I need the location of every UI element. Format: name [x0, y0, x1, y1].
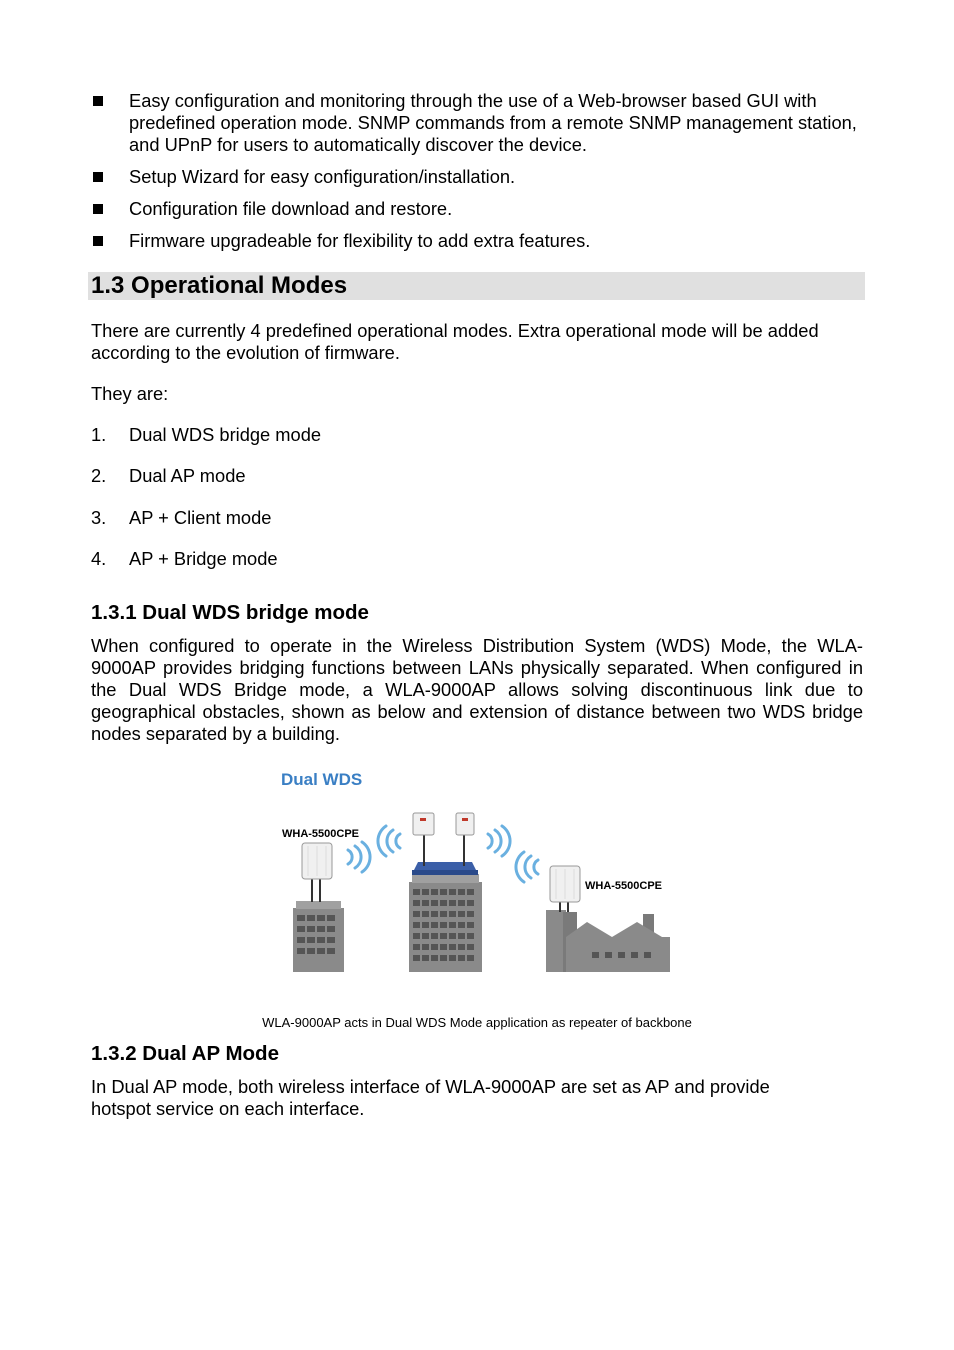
square-bullet-icon	[93, 204, 103, 214]
dual-wds-description: When configured to operate in the Wireless Distribution System (WDS) Mode, the WLA-9000AP provides bridging functions between LANs physically separated. When configured in the Dual WDS Bridge mode, a WLA-9000AP allows solving discontinuous link due to geographical obstacles, shown as below and extension of distance between two WDS bridge nodes separated by a building.	[91, 635, 863, 744]
feature-item	[92, 230, 872, 252]
feature-text: Firmware upgradeable for flexibility to add extra features.	[129, 230, 591, 251]
feature-list	[92, 90, 872, 262]
feature-text: Setup Wizard for easy configuration/installation.	[129, 166, 516, 187]
subsection-heading-dual-wds: 1.3.1 Dual WDS bridge mode	[91, 601, 369, 624]
right-building	[546, 897, 670, 972]
subsection-heading-dual-ap: 1.3.2 Dual AP Mode	[91, 1042, 279, 1065]
dual-wds-diagram	[272, 762, 682, 980]
square-bullet-icon	[93, 96, 103, 106]
mode-label: Dual AP mode	[129, 465, 246, 487]
square-bullet-icon	[93, 172, 103, 182]
antenna-icon	[302, 843, 332, 879]
mode-label: AP + Bridge mode	[129, 547, 278, 569]
feature-item	[92, 166, 872, 188]
feature-text: Configuration file download and restore.	[129, 198, 453, 219]
diagram-title: Dual WDS	[281, 770, 363, 789]
mode-number: 3.	[91, 506, 107, 528]
section-intro: There are currently 4 predefined operational modes. Extra operational mode will be added according to the evolution of firmware.	[91, 320, 819, 363]
mode-number: 4.	[91, 547, 107, 569]
mode-item	[91, 507, 791, 548]
cpe-label-right: WHA-5500CPE	[585, 880, 663, 892]
figure-caption: WLA-9000AP acts in Dual WDS Mode application as repeater of backbone	[262, 1015, 692, 1030]
feature-item	[92, 90, 872, 156]
square-bullet-icon	[93, 236, 103, 246]
wireless-signal-icon	[488, 826, 538, 882]
cpe-label-left: WHA-5500CPE	[282, 828, 360, 840]
mode-label: Dual WDS bridge mode	[129, 424, 322, 445]
feature-item	[92, 198, 872, 220]
mode-number: 1.	[91, 424, 107, 445]
router-icon	[412, 813, 478, 875]
center-building	[409, 874, 482, 972]
mode-item	[91, 424, 791, 465]
mode-item	[91, 465, 791, 506]
dual-ap-description: In Dual AP mode, both wireless interface of WLA-9000AP are set as AP and provide hotspot service on each interface.	[91, 1076, 770, 1119]
mode-label: AP + Client mode	[129, 506, 272, 528]
mode-number: 2.	[91, 465, 107, 487]
feature-text: Easy configuration and monitoring through the use of a Web-browser based GUI with predefined operation mode. SNMP commands from a remote SNMP management station, and UPnP for users to automatically discover the device.	[129, 90, 857, 155]
mode-item	[91, 548, 791, 589]
section-heading: 1.3 Operational Modes	[88, 272, 865, 300]
mode-list	[91, 424, 791, 589]
they-are-label: They are:	[91, 383, 169, 404]
left-building	[293, 872, 344, 972]
antenna-icon	[550, 866, 580, 902]
